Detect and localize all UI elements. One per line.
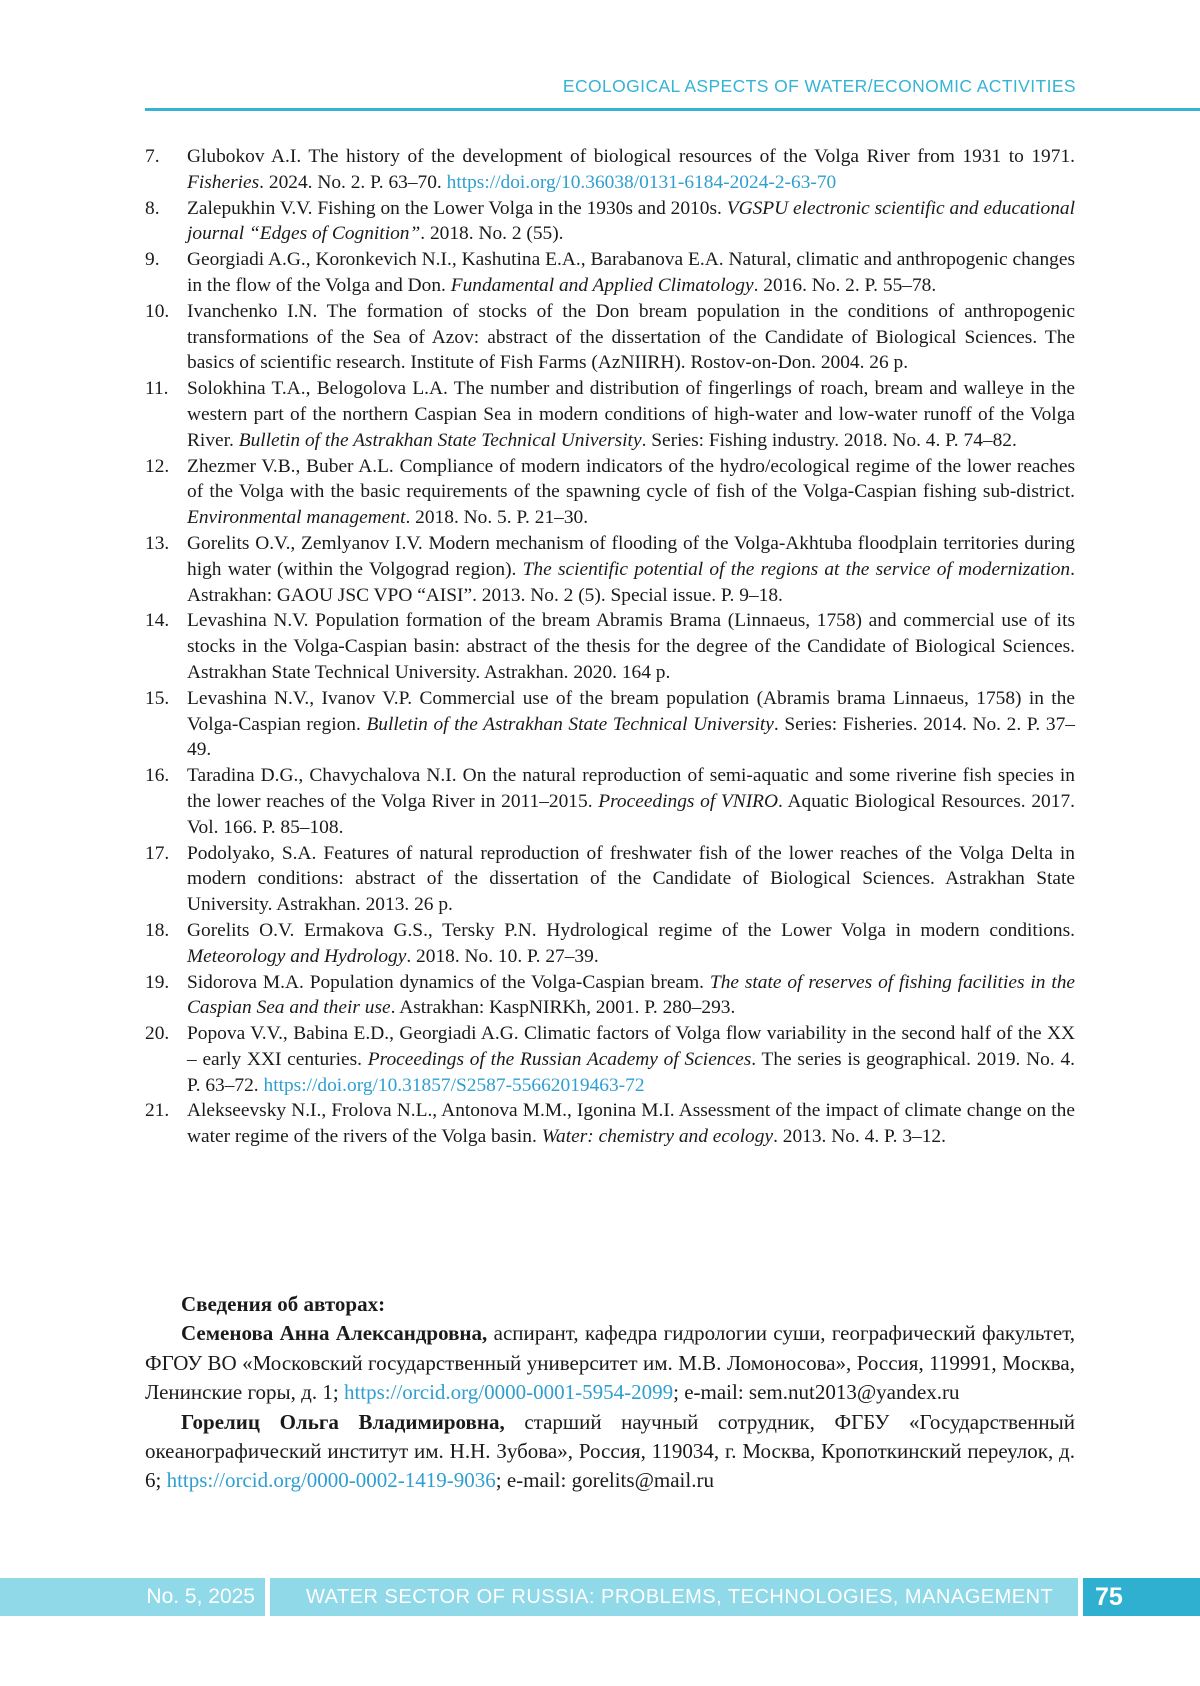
reference-number: 9.	[145, 249, 160, 271]
reference-item	[145, 454, 1075, 531]
authors-section	[145, 1290, 1075, 1496]
reference-authors-text: Levashina N.V. Population formation of the bream Abramis Brama (Linnaeus, 1758) and commercial use of its stocks in the Volga-Caspian basin: abstract of the thesis for the degree of the Candidate of Biological Sciences. Astrakhan State Technical University. Astrakhan. 2020. 164 p.	[187, 610, 1075, 683]
reference-number: 7.	[145, 146, 160, 167]
reference-item	[145, 918, 1075, 970]
header-rule	[145, 108, 1200, 111]
reference-source-title: Proceedings of VNIRO	[598, 790, 779, 812]
reference-item	[145, 1098, 1075, 1150]
reference-authors-text: Podolyako, S.A. Features of natural reproduction of freshwater fish of the lower reaches of the Volga Delta in modern conditions: abstract of the dissertation of the Candidate of Biological Sciences. Astrakhan State University. Astrakhan. 2013. 26 p.	[187, 842, 1075, 916]
author-entry	[145, 1319, 1075, 1407]
reference-item	[145, 608, 1075, 685]
reference-details: . Series: Fisheries. 2014. No. 2. P. 37–49.	[187, 713, 1075, 761]
reference-item	[145, 686, 1075, 763]
reference-authors-text: Levashina N.V., Ivanov V.P. Commercial use of the bream population (Abramis brama Linnaeus, 1758) in the Volga-Caspian region.	[187, 687, 1075, 735]
reference-source-title: Proceedings of the Russian Academy of Sciences	[367, 1048, 752, 1070]
author-name: Семенова Анна Александровна,	[181, 1321, 488, 1346]
author-affiliation: старший научный сотрудник, ФГБУ «Государственный океанографический институт им. Н.Н. Зубова», Россия, 119034, г. Москва, Кропоткинский переулок, д. 6;	[145, 1409, 1076, 1493]
reference-details: . 2013. No. 4. P. 3–12.	[773, 1126, 946, 1148]
reference-number: 11.	[145, 378, 169, 400]
reference-authors-text: Zhezmer V.B., Buber A.L. Compliance of modern indicators of the hydro/ecological regime of the lower reaches of the Volga with the basic requirements of the spawning cycle of fish of the Volga-Caspian fishing sub-district.	[187, 455, 1075, 503]
reference-source-title: Bulletin of the Astrakhan State Technical University	[366, 713, 774, 735]
journal-title: WATER SECTOR OF RUSSIA: PROBLEMS, TECHNOLOGIES, MANAGEMENT	[270, 1578, 1078, 1616]
reference-source-title: VGSPU electronic scientific and educational journal “Edges of Cognition”	[187, 197, 1075, 245]
reference-source-title: Environmental management	[187, 507, 406, 529]
reference-number: 17.	[145, 842, 170, 864]
reference-source-title: The scientific potential of the regions at the service of modernization	[522, 558, 1071, 580]
page-number: 75	[1083, 1578, 1200, 1616]
reference-details: . Series: Fishing industry. 2018. No. 4. P. 74–82.	[641, 429, 1017, 451]
reference-number: 16.	[145, 765, 170, 787]
reference-authors-text: Sidorova M.A. Population dynamics of the Volga-Caspian bream.	[187, 971, 710, 993]
reference-source-title: Bulletin of the Astrakhan State Technical University	[238, 429, 642, 451]
reference-number: 21.	[145, 1100, 170, 1122]
reference-details: . 2018. No. 2 (55).	[420, 223, 564, 245]
reference-number: 14.	[145, 610, 170, 632]
doi-link[interactable]: https://doi.org/10.31857/S2587-55662019463-72	[263, 1074, 645, 1096]
author-affiliation: аспирант, кафедра гидрологии суши, географический факультет, ФГОУ ВО «Московский государственный университет им. М.В. Ломоносова», Россия, 119991, Москва, Ленинские горы, д. 1;	[145, 1321, 1075, 1405]
reference-item	[145, 196, 1075, 248]
reference-number: 15.	[145, 687, 170, 709]
reference-item	[145, 299, 1075, 376]
reference-item	[145, 376, 1075, 453]
reference-source-title: Meteorology and Hydrology	[187, 945, 407, 967]
reference-details: . Astrakhan: KaspNIRKh, 2001. P. 280–293.	[390, 997, 736, 1019]
reference-source-title: The state of reserves of fishing facilities in the Caspian Sea and their use	[187, 971, 1076, 1019]
reference-details: . 2018. No. 10. P. 27–39.	[406, 945, 599, 967]
doi-link[interactable]: https://doi.org/10.36038/0131-6184-2024-2-63-70	[446, 171, 837, 193]
reference-authors-text: Alekseevsky N.I., Frolova N.L., Antonova M.M., Igonina M.I. Assessment of the impact of climate change on the water regime of the rivers of the Volga basin.	[187, 1100, 1075, 1148]
reference-number: 8.	[145, 197, 160, 219]
reference-number: 19.	[145, 971, 170, 993]
reference-details: . Astrakhan: GAOU JSC VPO “AISI”. 2013. No. 2 (5). Special issue. P. 9–18.	[187, 558, 1075, 606]
reference-authors-text: Ivanchenko I.N. The formation of stocks of the Don bream population in the conditions of anthropogenic transformations of the Sea of Azov: abstract of the dissertation of the Candidate of Biological Sciences. The basics of scientific research. Institute of Fish Farms (AzNIIRH). Rostov-on-Don. 2004. 26 p.	[187, 300, 1075, 374]
reference-item	[145, 247, 1075, 299]
author-email: ; e-mail: gorelits@mail.ru	[495, 1468, 714, 1493]
author-email: ; e-mail: sem.nut2013@yandex.ru	[673, 1380, 960, 1405]
author-name: Горелиц Ольга Владимировна,	[181, 1409, 505, 1434]
reference-item	[145, 1021, 1075, 1098]
reference-authors-text: Gorelits O.V., Zemlyanov I.V. Modern mechanism of flooding of the Volga-Akhtuba floodplain territories during high water (within the Volgograd region).	[187, 532, 1075, 580]
orcid-link[interactable]: https://orcid.org/0000-0001-5954-2099	[343, 1380, 674, 1405]
issue-label: No. 5, 2025	[0, 1578, 265, 1616]
reference-authors-text: Zalepukhin V.V. Fishing on the Lower Volga in the 1930s and 2010s.	[187, 197, 727, 219]
reference-authors-text: Georgiadi A.G., Koronkevich N.I., Kashutina E.A., Barabanova E.A. Natural, climatic and anthropogenic changes in the flow of the Volga and Don.	[187, 249, 1075, 296]
reference-details: . The series is geographical. 2019. No. 4. P. 63–72.	[187, 1048, 1075, 1096]
page-footer	[0, 1578, 1200, 1616]
reference-details: . Aquatic Biological Resources. 2017. Vol. 166. P. 85–108.	[187, 790, 1075, 838]
reference-item	[145, 970, 1075, 1022]
reference-authors-text: Gorelits O.V. Ermakova G.S., Tersky P.N. Hydrological regime of the Lower Volga in modern conditions.	[187, 919, 1075, 941]
reference-details: . 2016. No. 2. P. 55–78.	[753, 274, 937, 296]
reference-item	[145, 763, 1075, 840]
reference-number: 12.	[145, 455, 170, 477]
reference-details: . 2024. No. 2. P. 63–70.	[259, 171, 447, 193]
reference-item	[145, 144, 1075, 196]
reference-details: . 2018. No. 5. P. 21–30.	[405, 507, 589, 529]
reference-authors-text: Taradina D.G., Chavychalova N.I. On the natural reproduction of semi-aquatic and some riverine fish species in the lower reaches of the Volga River in 2011–2015.	[187, 765, 1075, 812]
reference-number: 13.	[145, 532, 170, 554]
orcid-link[interactable]: https://orcid.org/0000-0002-1419-9036	[166, 1468, 496, 1493]
reference-item	[145, 531, 1075, 608]
authors-heading: Сведения об авторах:	[181, 1292, 386, 1316]
reference-number: 10.	[145, 300, 170, 322]
reference-authors-text: Popova V.V., Babina E.D., Georgiadi A.G. Climatic factors of Volga flow variability in the second half of the XX – early XXI centuries.	[187, 1023, 1075, 1070]
reference-number: 20.	[145, 1023, 170, 1045]
reference-source-title: Water: chemistry and ecology	[541, 1126, 774, 1148]
running-title: ECOLOGICAL ASPECTS OF WATER/ECONOMIC ACTIVITIES	[562, 76, 1076, 96]
reference-authors-text: Solokhina T.A., Belogolova L.A. The number and distribution of fingerlings of roach, bream and walleye in the western part of the northern Caspian Sea in modern conditions of high-water and low-water runoff of the Volga River.	[187, 378, 1075, 451]
author-entry	[145, 1408, 1075, 1496]
reference-source-title: Fundamental and Applied Climatology	[450, 274, 754, 296]
reference-source-title: Fisheries	[187, 171, 260, 193]
reference-number: 18.	[145, 919, 170, 941]
reference-item	[145, 841, 1075, 918]
reference-authors-text: Glubokov A.I. The history of the development of biological resources of the Volga River from 1931 to 1971.	[187, 146, 1075, 167]
reference-list	[145, 144, 1075, 1150]
